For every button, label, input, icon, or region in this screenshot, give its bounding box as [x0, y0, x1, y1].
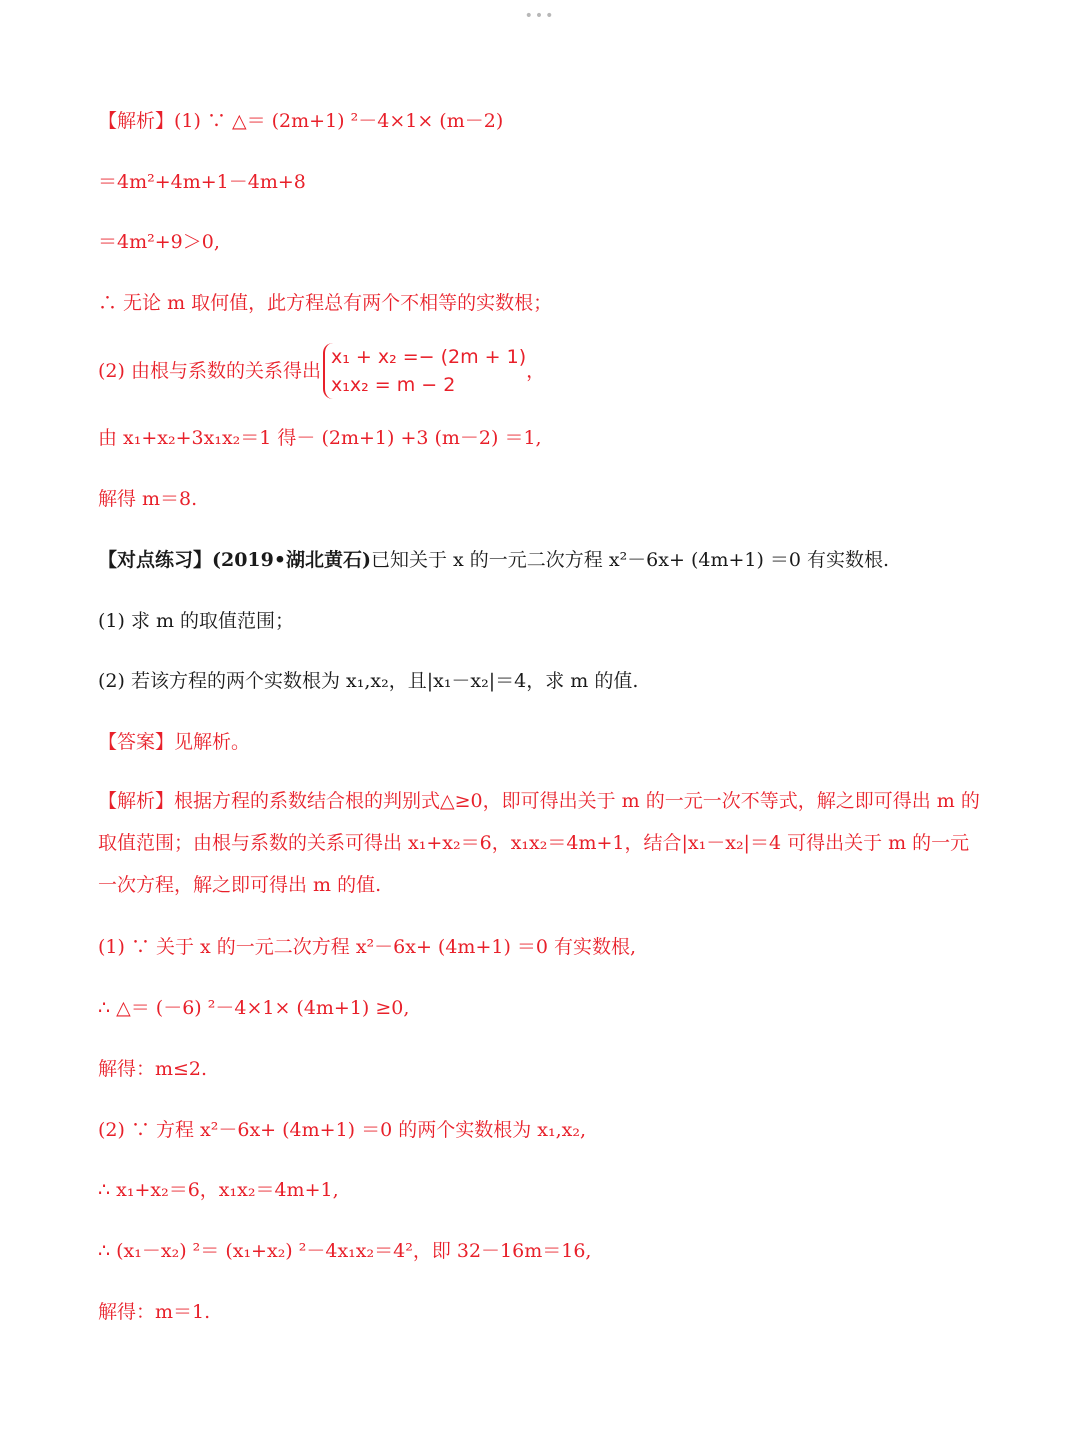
equation-system — [323, 343, 526, 399]
analysis-line-7: 解得 m＝8. — [98, 488, 198, 510]
answer-line: 【答案】见解析。 — [98, 731, 251, 753]
analysis-line-2: ＝4m²+4m+1－4m+8 — [98, 171, 306, 193]
system-prefix: (2) 由根与系数的关系得出 — [98, 360, 321, 382]
practice-label: 【对点练习】(2019•湖北黄石) — [98, 549, 372, 571]
practice-part-1: (1) 求 m 的取值范围； — [98, 610, 295, 632]
analysis-line-1: 【解析】(1) ∵ △＝ (2m+1) ²－4×1× (m－2) — [98, 110, 504, 132]
system-suffix: ， — [526, 360, 546, 382]
solution-line-5: ∴ x₁+x₂＝6，x₁x₂＝4m+1, — [98, 1179, 339, 1201]
system-eq-2: x₁x₂ = m − 2 — [330, 374, 456, 396]
solution-line-2: ∴ △＝ (－6) ²－4×1× (4m+1) ≥0, — [98, 997, 410, 1019]
practice-problem — [98, 548, 998, 572]
solution-line-3: 解得：m≤2. — [98, 1058, 208, 1080]
practice-text: 已知关于 x 的一元二次方程 x²－6x+ (4m+1) ＝0 有实数根. — [371, 549, 890, 571]
equation-system-line — [98, 343, 998, 399]
practice-part-2: (2) 若该方程的两个实数根为 x₁,x₂，且|x₁－x₂|＝4，求 m 的值. — [98, 670, 639, 692]
page-indicator: ••• — [524, 8, 556, 24]
system-eq-1: x₁ + x₂ =− (2m + 1) — [330, 346, 527, 368]
solution-line-4: (2) ∵ 方程 x²－6x+ (4m+1) ＝0 的两个实数根为 x₁,x₂, — [98, 1119, 587, 1141]
analysis-line-6: 由 x₁+x₂+3x₁x₂＝1 得－ (2m+1) +3 (m－2) ＝1, — [98, 427, 542, 449]
analysis-paragraph: 【解析】根据方程的系数结合根的判别式△≥0，即可得出关于 m 的一元一次不等式，解之即可得出 m 的取值范围；由根与系数的关系可得出 x₁+x₂＝6，x₁x₂＝4m+1，结合|x₁－x₂|＝4 可得出关于 m 的一元一次方程，解之即可得出 m 的值. — [98, 790, 980, 896]
analysis-line-4: ∴ 无论 m 取何值，此方程总有两个不相等的实数根； — [98, 292, 553, 314]
analysis-line-3: ＝4m²+9＞0, — [98, 231, 220, 253]
solution-line-7: 解得：m＝1. — [98, 1301, 211, 1323]
solution-line-1: (1) ∵ 关于 x 的一元二次方程 x²－6x+ (4m+1) ＝0 有实数根, — [98, 936, 637, 958]
solution-line-6: ∴ (x₁－x₂) ²＝ (x₁+x₂) ²－4x₁x₂＝4²，即 32－16m＝16, — [98, 1240, 592, 1262]
